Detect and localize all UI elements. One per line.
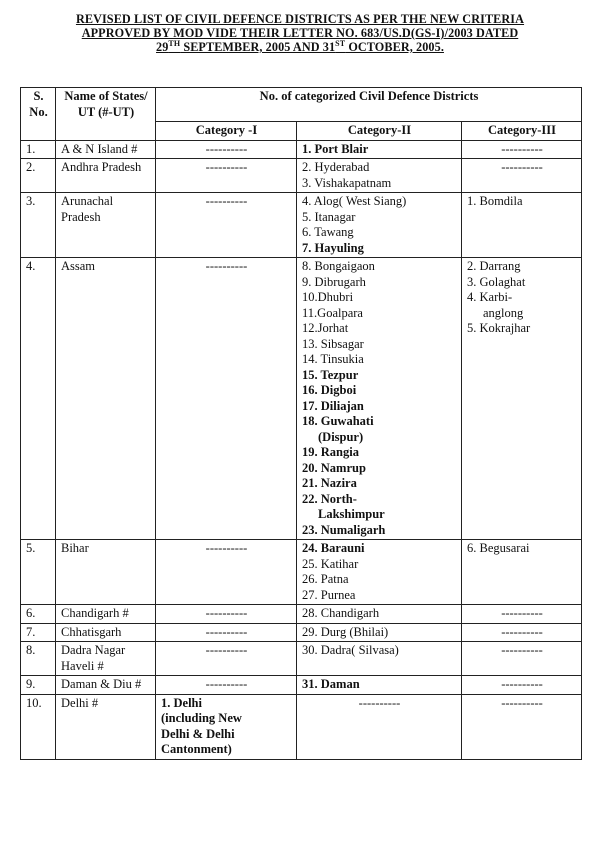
row-category-2: ---------- (297, 694, 462, 759)
table-row (21, 642, 582, 676)
row-category-1: ---------- (156, 193, 297, 258)
district-item: 15. Tezpur (302, 367, 359, 382)
header-sno: S. No. (21, 88, 56, 141)
district-item: 11.Goalpara (302, 305, 363, 320)
district-item: 17. Diliajan (302, 398, 364, 413)
district-item: 2. Hyderabad (302, 160, 370, 174)
title-line-2: APPROVED BY MOD VIDE THEIR LETTER NO. 683/US.D(GS-I)/2003 DATED (81, 26, 519, 40)
district-item: 6. Begusarai (467, 541, 530, 555)
row-state-name: A & N Island # (56, 140, 156, 159)
table-row (21, 159, 582, 193)
row-category-1: ---------- (156, 140, 297, 159)
row-sno: 7. (21, 623, 56, 642)
district-item: 6. Tawang (302, 225, 354, 239)
row-sno: 5. (21, 540, 56, 605)
table-row (21, 193, 582, 258)
row-sno: 1. (21, 140, 56, 159)
district-item: 1. Bomdila (467, 194, 523, 208)
row-category-3: ---------- (462, 676, 582, 695)
district-item: 12.Jorhat (302, 321, 349, 335)
table-body (21, 140, 582, 759)
row-state-name: Assam (56, 258, 156, 540)
row-category-3: ---------- (462, 605, 582, 624)
header-category-3: Category-III (462, 122, 582, 141)
table-row (21, 694, 582, 759)
table-row (21, 676, 582, 695)
title-superscript-1: TH (168, 38, 181, 48)
row-category-2 (297, 258, 462, 540)
district-item: 16. Digboi (302, 383, 357, 397)
header-category-2: Category-II (297, 122, 462, 141)
district-item: 9. Dibrugarh (302, 274, 366, 289)
district-item: anglong (483, 305, 524, 320)
title-superscript-2: ST (335, 38, 346, 48)
row-sno: 8. (21, 642, 56, 676)
row-category-2 (297, 605, 462, 624)
row-category-1: ---------- (156, 540, 297, 605)
header-group: No. of categorized Civil Defence Districts (156, 88, 582, 122)
row-category-1: ---------- (156, 605, 297, 624)
district-item: 20. Namrup (302, 460, 366, 475)
row-sno: 4. (21, 258, 56, 540)
row-state-name: Chhatisgarh (56, 623, 156, 642)
row-category-3: ---------- (462, 642, 582, 676)
header-state: Name of States/ UT (#-UT) (56, 88, 156, 141)
district-item: Delhi & Delhi (161, 726, 235, 741)
row-category-2 (297, 623, 462, 642)
row-sno: 3. (21, 193, 56, 258)
district-item: 18. Guwahati (302, 414, 374, 428)
row-state-name: Bihar (56, 540, 156, 605)
district-item: 5. Itanagar (302, 209, 356, 224)
row-state-name: Andhra Pradesh (56, 159, 156, 193)
district-item: 1. Port Blair (302, 141, 369, 156)
civil-defence-districts-table (20, 87, 582, 760)
row-sno: 9. (21, 676, 56, 695)
row-category-2 (297, 642, 462, 676)
district-item: (including New (161, 711, 242, 725)
district-item: 21. Nazira (302, 476, 357, 490)
title-date-day-1: 29 (156, 40, 169, 54)
row-category-1: ---------- (156, 258, 297, 540)
row-category-2 (297, 193, 462, 258)
row-sno: 6. (21, 605, 56, 624)
district-item: 2. Darrang (467, 259, 521, 273)
district-item: 23. Numaligarh (302, 522, 386, 537)
district-item: 4. Alog( West Siang) (302, 194, 407, 208)
row-category-3 (462, 540, 582, 605)
row-category-2 (297, 540, 462, 605)
header-category-1: Category -I (156, 122, 297, 141)
row-category-3 (462, 258, 582, 540)
row-category-2 (297, 140, 462, 159)
row-category-3: ---------- (462, 694, 582, 759)
row-category-1 (156, 694, 297, 759)
table-row (21, 540, 582, 605)
row-state-name: Dadra Nagar Haveli # (56, 642, 156, 676)
row-category-2 (297, 159, 462, 193)
table-row (21, 605, 582, 624)
district-item: 13. Sibsagar (302, 336, 364, 351)
district-item: 19. Rangia (302, 445, 359, 459)
district-item: 3. Vishakapatnam (302, 175, 392, 190)
district-item: 22. North- (302, 491, 357, 506)
row-category-3 (462, 193, 582, 258)
row-sno: 2. (21, 159, 56, 193)
row-category-2 (297, 676, 462, 695)
district-item: 24. Barauni (302, 541, 365, 555)
district-item: 1. Delhi (161, 695, 202, 710)
district-item: 4. Karbi- (467, 290, 513, 304)
row-category-1: ---------- (156, 159, 297, 193)
title-date-text-1: SEPTEMBER, 2005 AND 31 (180, 40, 336, 54)
district-item: 10.Dhubri (302, 290, 354, 304)
district-item: 3. Golaghat (467, 274, 526, 289)
table-row (21, 258, 582, 540)
row-category-1: ---------- (156, 642, 297, 676)
title-date-text-2: OCTOBER, 2005. (345, 40, 444, 54)
row-category-1: ---------- (156, 623, 297, 642)
row-state-name: Chandigarh # (56, 605, 156, 624)
row-category-3: ---------- (462, 140, 582, 159)
row-state-name: Delhi # (56, 694, 156, 759)
district-item: 14. Tinsukia (302, 352, 364, 366)
district-item: 5. Kokrajhar (467, 321, 531, 335)
district-item: Lakshimpur (318, 507, 385, 521)
district-item: 27. Purnea (302, 587, 356, 602)
title-line-3 (20, 40, 580, 54)
district-item: 28. Chandigarh (302, 606, 380, 620)
district-item: 25. Katihar (302, 556, 359, 571)
row-category-1: ---------- (156, 676, 297, 695)
district-item: 8. Bongaigaon (302, 259, 375, 273)
row-category-3: ---------- (462, 623, 582, 642)
title-line-1: REVISED LIST OF CIVIL DEFENCE DISTRICTS AS PER THE NEW CRITERIA (75, 12, 525, 26)
table-row (21, 623, 582, 642)
row-state-name: Daman & Diu # (56, 676, 156, 695)
row-state-name: Arunachal Pradesh (56, 193, 156, 258)
district-item: 26. Patna (302, 572, 349, 586)
row-category-3: ---------- (462, 159, 582, 193)
district-item: 29. Durg (Bhilai) (302, 624, 389, 639)
district-item: 30. Dadra( Silvasa) (302, 643, 399, 657)
row-sno: 10. (21, 694, 56, 759)
district-item: (Dispur) (318, 429, 364, 444)
district-item: Cantonment) (161, 742, 232, 756)
table-row (21, 140, 582, 159)
district-item: 31. Daman (302, 677, 360, 691)
district-item: 7. Hayuling (302, 240, 364, 255)
document-title (20, 12, 580, 54)
